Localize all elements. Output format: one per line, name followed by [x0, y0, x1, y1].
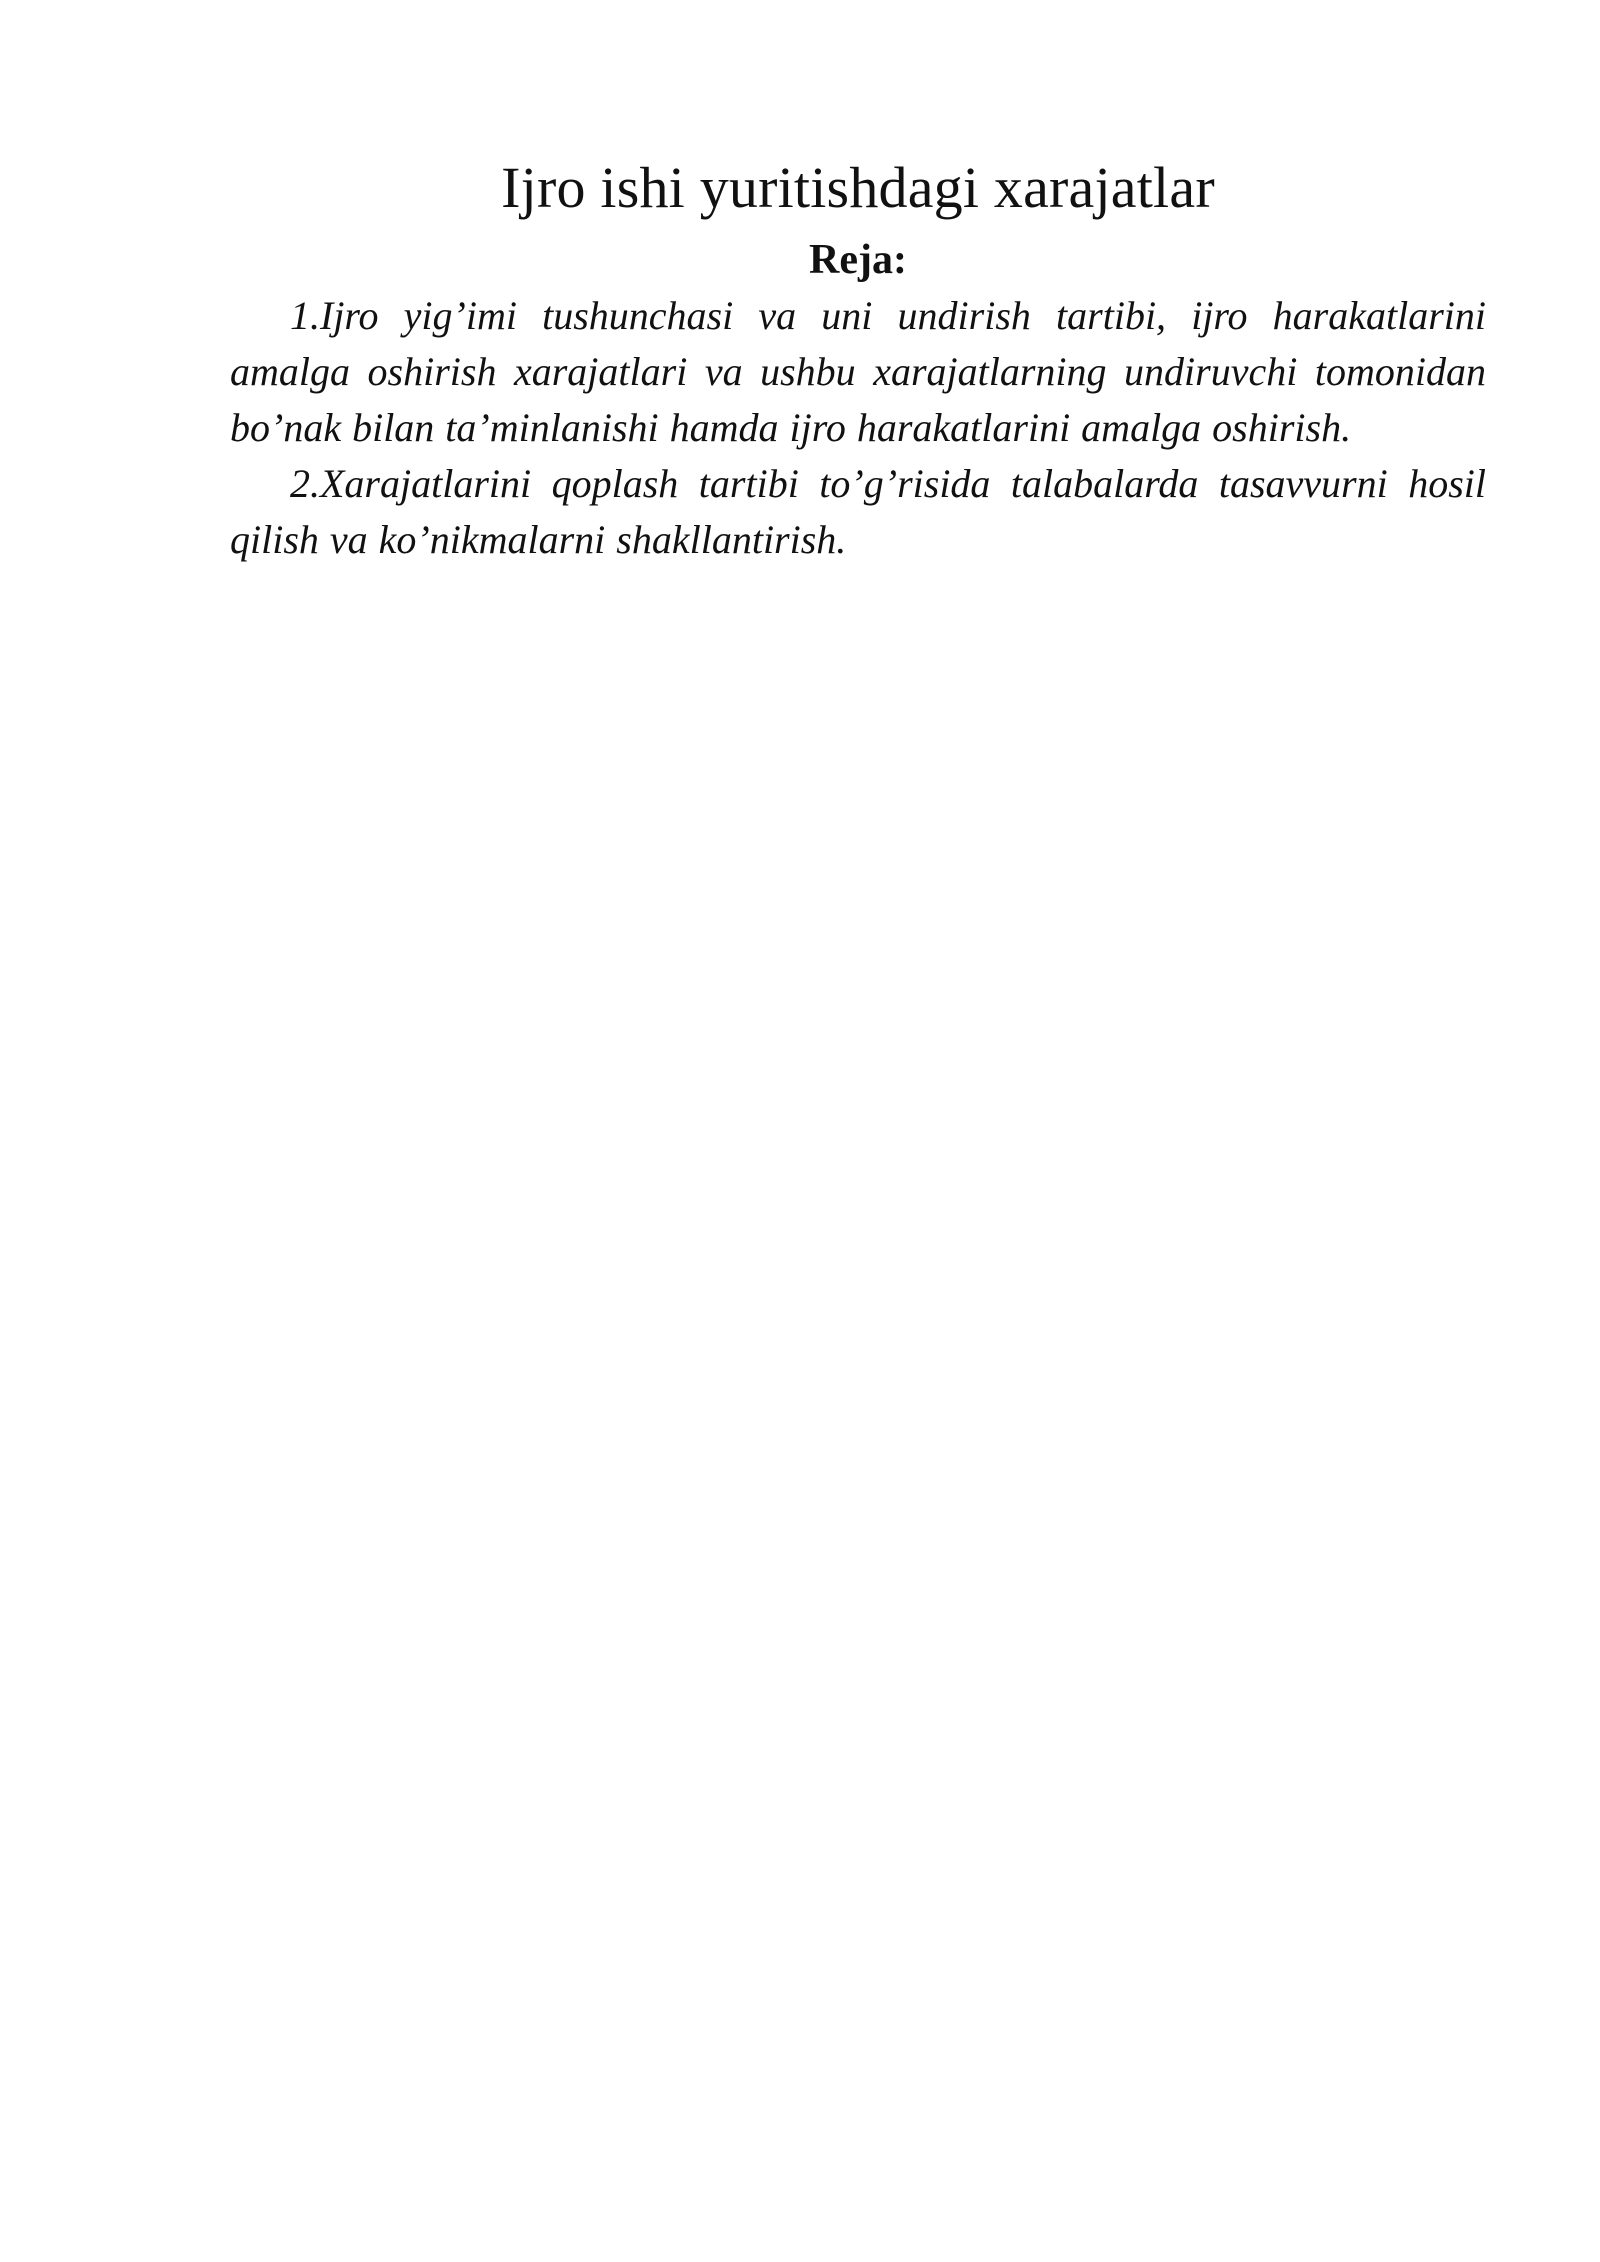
- document-content: [230, 150, 1486, 568]
- page-title: Ijro ishi yuritishdagi xarajatlar: [501, 155, 1215, 220]
- plan-heading: Reja:: [809, 237, 907, 283]
- plan-item-1: 1.Ijro yig’imi tushunchasi va uni undirish tartibi, ijro harakatlarini amalga oshirish xarajatlari va ushbu xarajatlarning undiruvchi tomonidan bo’nak bilan ta’minlanishi hamda ijro harakatlarini amalga oshirish.: [230, 293, 1486, 450]
- plan-item-2: 2.Xarajatlarini qoplash tartibi to’g’risida talabalarda tasavvurni hosil qilish va ko’nikmalarni shakllantirish.: [230, 461, 1486, 562]
